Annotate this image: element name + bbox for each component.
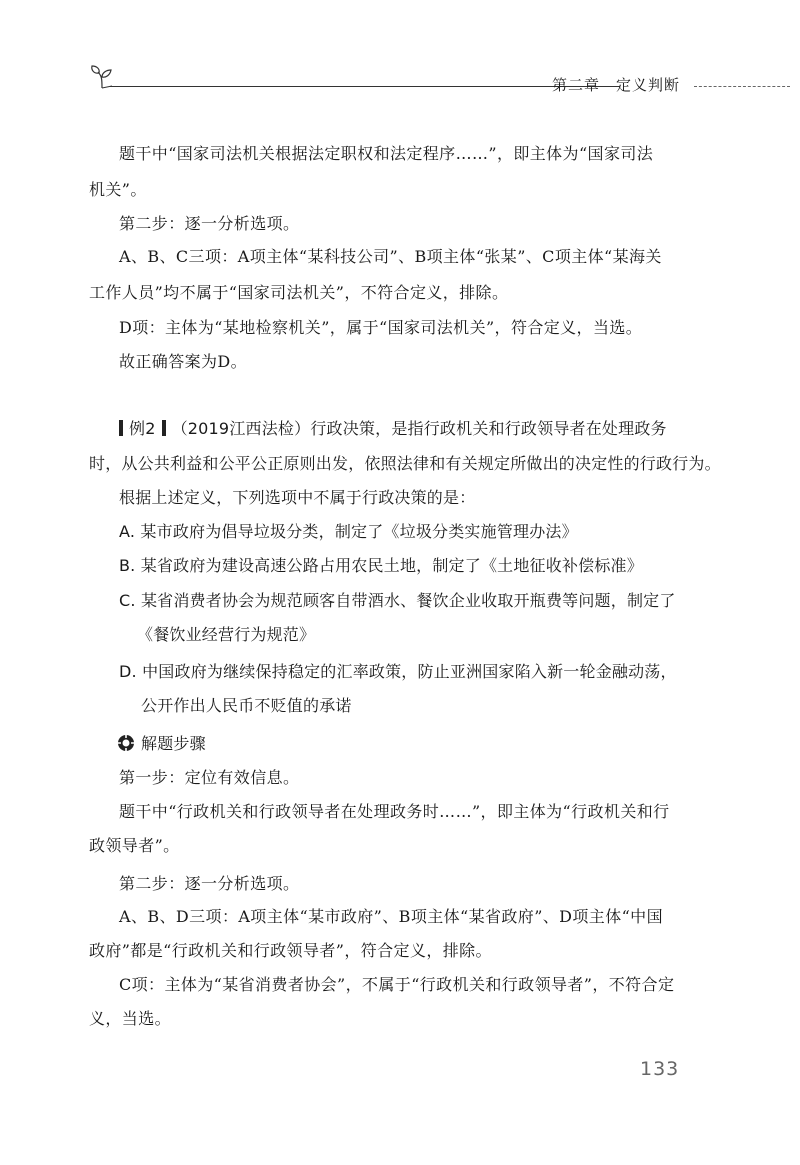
solution-heading bbox=[117, 733, 206, 755]
paragraph-line: A、B、C三项：A项主体“某科技公司”、B项主体“张某”、C项主体“某海关 bbox=[119, 247, 662, 266]
paragraph-line: 故正确答案为D。 bbox=[119, 352, 248, 371]
section-title: 定义判断 bbox=[616, 76, 681, 94]
header-rule bbox=[110, 86, 620, 87]
option-a: A. 某市政府为倡导垃圾分类，制定了《垃圾分类实施管理办法》 bbox=[119, 522, 578, 541]
option-d-continued: 公开作出人民币不贬值的承诺 bbox=[141, 696, 352, 715]
option-c-continued: 《餐饮业经营行为规范》 bbox=[137, 625, 316, 644]
gear-icon bbox=[117, 734, 135, 752]
option-b: B. 某省政府为建设高速公路占用农民土地，制定了《土地征收补偿标准》 bbox=[119, 556, 643, 575]
paragraph-line: 工作人员”均不属于“国家司法机关”，不符合定义，排除。 bbox=[89, 283, 509, 302]
option-c: C. 某省消费者协会为规范顾客自带酒水、餐饮企业收取开瓶费等问题，制定了 bbox=[119, 591, 676, 610]
header-rule-dashed bbox=[694, 86, 790, 87]
solution-line: A、B、D三项：A项主体“某市政府”、B项主体“某省政府”、D项主体“中国 bbox=[119, 907, 663, 926]
solution-line: 政府”都是“行政机关和行政领导者”，符合定义，排除。 bbox=[89, 941, 492, 960]
paragraph-line: 机关”。 bbox=[89, 180, 147, 199]
example-question-text: （2019江西法检）行政决策，是指行政机关和行政领导者在处理政务 bbox=[171, 419, 667, 438]
solution-line: 题干中“行政机关和行政领导者在处理政务时……”，即主体为“行政机关和行 bbox=[119, 802, 670, 821]
solution-line: 义，当选。 bbox=[89, 1009, 172, 1028]
solution-line: 政领导者”。 bbox=[89, 836, 180, 855]
chapter-number: 第二章 bbox=[552, 76, 601, 94]
example-label: 例2 bbox=[129, 419, 156, 438]
paragraph-line: 第二步：逐一分析选项。 bbox=[119, 214, 300, 233]
chapter-title bbox=[552, 74, 696, 95]
solution-line: 第二步：逐一分析选项。 bbox=[119, 874, 300, 893]
label-bar bbox=[119, 420, 123, 436]
running-header bbox=[90, 64, 790, 94]
paragraph-line: 题干中“国家司法机关根据法定职权和法定程序……”，即主体为“国家司法 bbox=[119, 144, 654, 163]
solution-heading-text: 解题步骤 bbox=[141, 734, 206, 753]
page-number: 133 bbox=[640, 1058, 680, 1080]
example-question-line: 根据上述定义，下列选项中不属于行政决策的是： bbox=[119, 488, 476, 507]
example-question-line: 时，从公共利益和公平公正原则出发，依照法律和有关规定所做出的决定性的行政行为。 bbox=[89, 454, 721, 473]
paragraph-line: D项：主体为“某地检察机关”，属于“国家司法机关”，符合定义，当选。 bbox=[119, 318, 643, 337]
solution-line: C项：主体为“某省消费者协会”，不属于“行政机关和行政领导者”，不符合定 bbox=[119, 975, 675, 994]
example-question-line bbox=[113, 418, 667, 440]
solution-line: 第一步：定位有效信息。 bbox=[119, 768, 300, 787]
option-d: D. 中国政府为继续保持稳定的汇率政策，防止亚洲国家陷入新一轮金融动荡， bbox=[119, 662, 677, 681]
label-bar bbox=[162, 420, 166, 436]
